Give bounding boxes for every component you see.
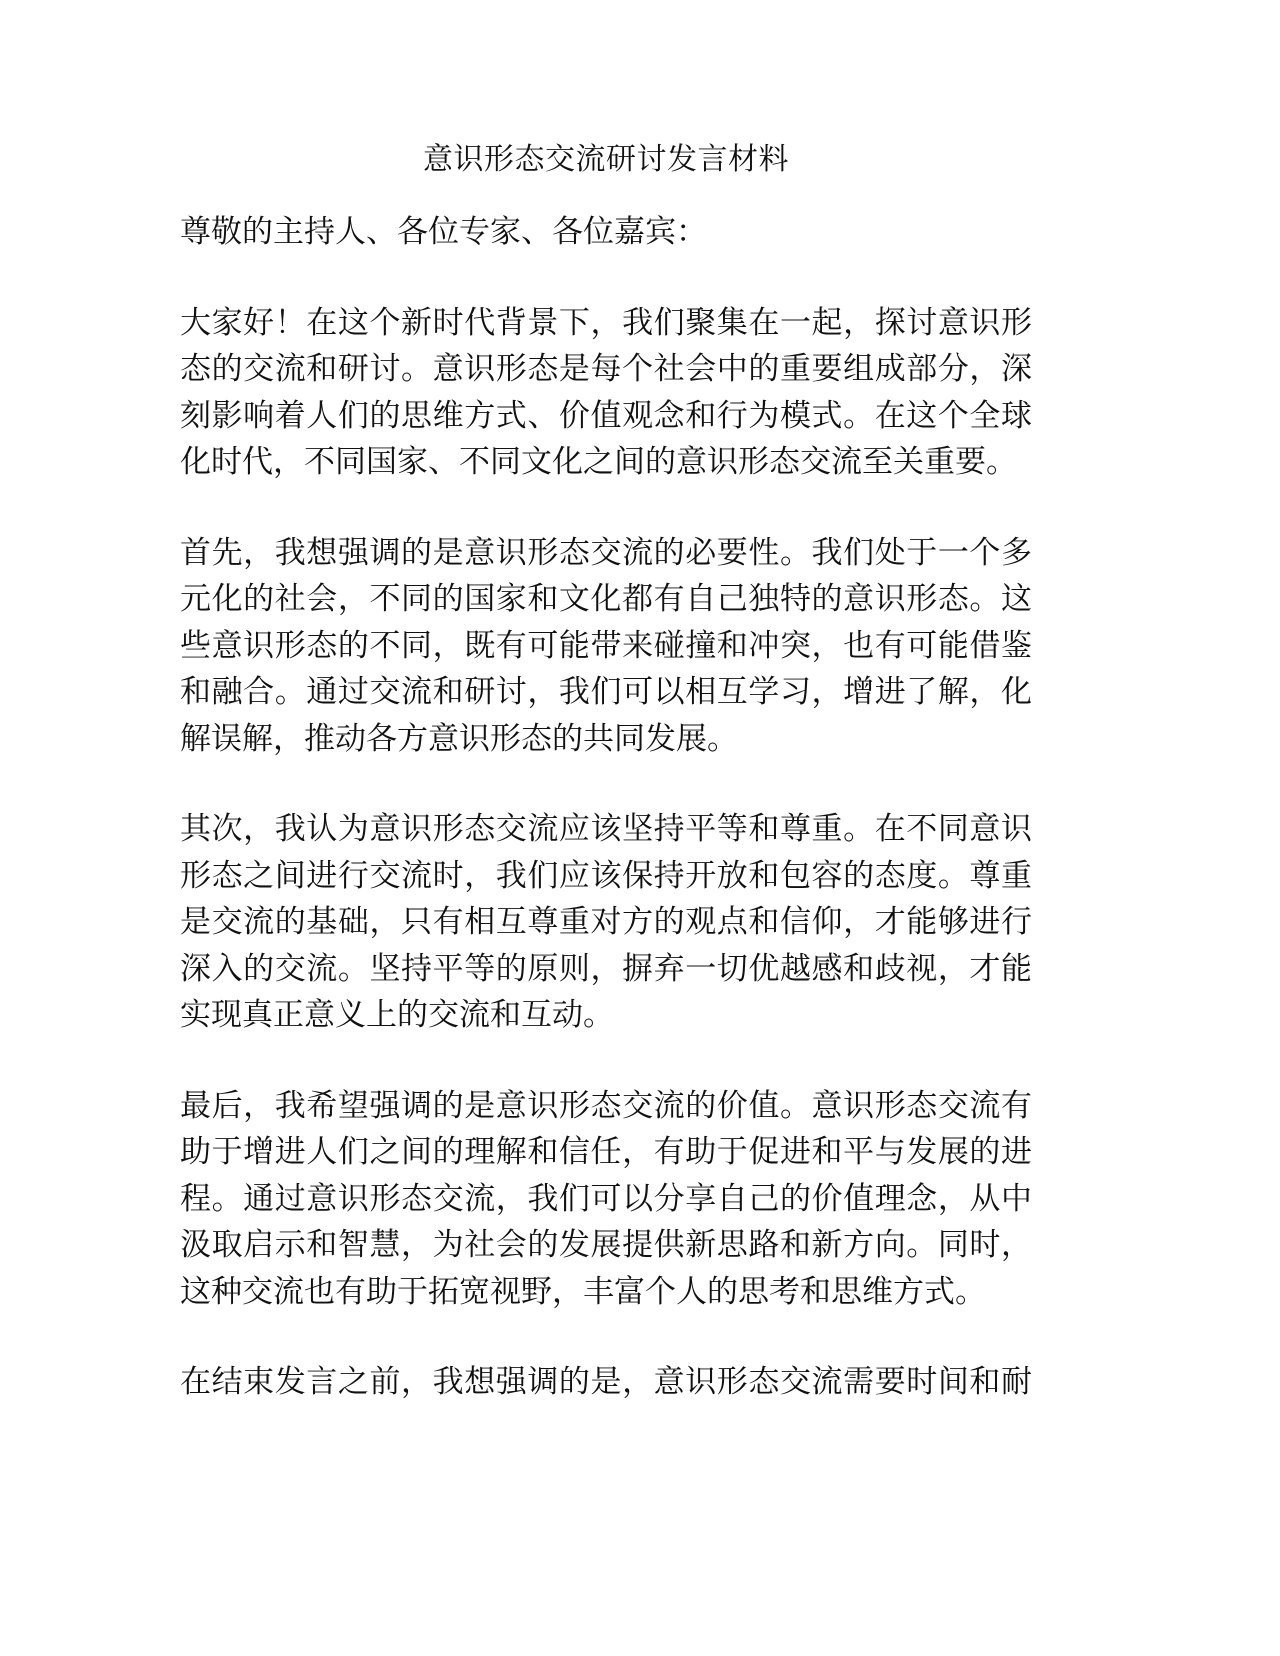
text-line: 态的交流和研讨。意识形态是每个社会中的重要组成部分，深 <box>180 351 1032 387</box>
paragraph <box>180 300 1032 486</box>
text-line: 和融合。通过交流和研讨，我们可以相互学习，增进了解，化 <box>180 674 1032 710</box>
text-line: 元化的社会，不同的国家和文化都有自己独特的意识形态。这 <box>180 581 1032 617</box>
paragraph <box>180 1359 1032 1406</box>
text-line: 形态之间进行交流时，我们应该保持开放和包容的态度。尊重 <box>180 857 1032 894</box>
text-line: 首先，我想强调的是意识形态交流的必要性。我们处于一个多 <box>180 534 1032 571</box>
text-line: 程。通过意识形态交流，我们可以分享自己的价值理念，从中 <box>180 1180 1032 1217</box>
text-line: 是交流的基础，只有相互尊重对方的观点和信仰，才能够进行 <box>180 904 1032 940</box>
document-title: 意识形态交流研讨发言材料 <box>423 142 789 177</box>
text-line: 尊敬的主持人、各位专家、各位嘉宾： <box>180 214 707 250</box>
text-line: 些意识形态的不同，既有可能带来碰撞和冲突，也有可能借鉴 <box>180 627 1032 664</box>
text-line: 刻影响着人们的思维方式、价值观念和行为模式。在这个全球 <box>180 397 1032 434</box>
paragraph <box>180 1083 1032 1316</box>
text-line: 助于增进人们之间的理解和信任，有助于促进和平与发展的进 <box>180 1134 1032 1170</box>
text-line: 最后，我希望强调的是意识形态交流的价值。意识形态交流有 <box>180 1087 1032 1124</box>
text-line: 其次，我认为意识形态交流应该坚持平等和尊重。在不同意识 <box>180 811 1032 847</box>
paragraph <box>180 530 1032 763</box>
document-body <box>180 209 1032 1450</box>
text-line: 这种交流也有助于拓宽视野，丰富个人的思考和思维方式。 <box>180 1273 986 1310</box>
text-line: 在结束发言之前，我想强调的是，意识形态交流需要时间和耐 <box>180 1364 1032 1400</box>
text-line: 汲取启示和智慧，为社会的发展提供新思路和新方向。同时， <box>180 1227 1032 1263</box>
text-line: 深入的交流。坚持平等的原则，摒弃一切优越感和歧视，才能 <box>180 950 1032 987</box>
text-line: 化时代，不同国家、不同文化之间的意识形态交流至关重要。 <box>180 444 1017 480</box>
salutation <box>180 209 1032 256</box>
paragraph <box>180 806 1032 1039</box>
text-line: 大家好！在这个新时代背景下，我们聚集在一起，探讨意识形 <box>180 304 1032 341</box>
text-line: 实现真正意义上的交流和互动。 <box>180 997 614 1033</box>
text-line: 解误解，推动各方意识形态的共同发展。 <box>180 720 738 757</box>
